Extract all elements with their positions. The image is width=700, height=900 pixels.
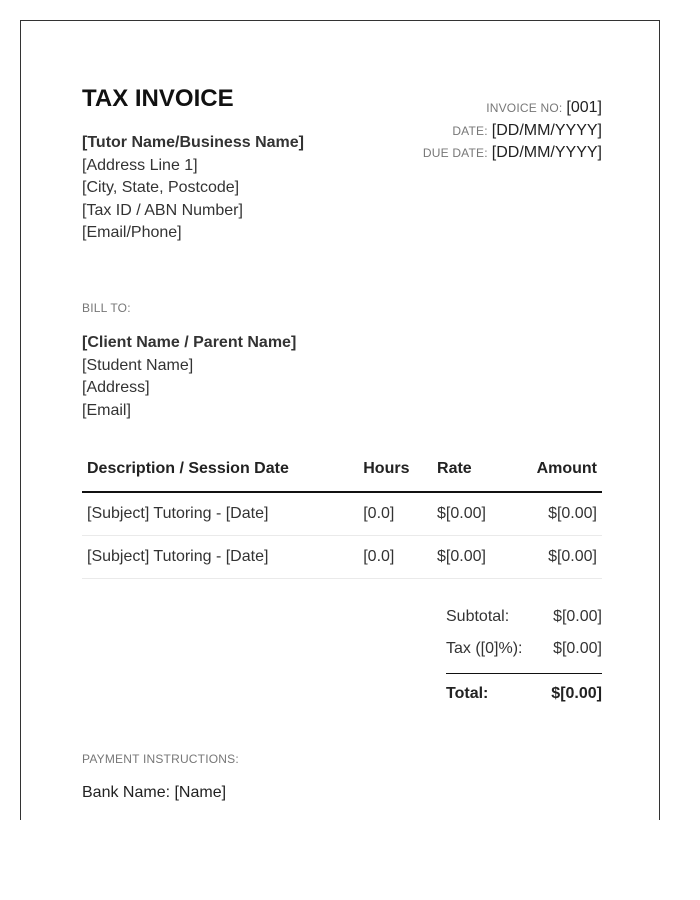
bill-to-details <box>82 332 296 422</box>
table-row <box>82 492 602 536</box>
line-items-table <box>82 447 602 579</box>
client-address: [Address] <box>82 379 150 396</box>
client-email: [Email] <box>82 401 131 419</box>
invoice-title: TAX INVOICE <box>82 85 234 112</box>
sender-details <box>82 132 304 245</box>
tax-label: Tax ([0]%): <box>446 640 523 657</box>
invoice-due-date-label: DUE DATE: <box>422 146 488 160</box>
total-label: Total: <box>446 685 489 702</box>
tax-value: $[0.00] <box>553 640 602 657</box>
row-description: [Subject] Tutoring - [Date] <box>82 492 358 536</box>
invoice-date-row <box>423 120 602 143</box>
invoice-number-label: INVOICE NO: <box>486 101 563 115</box>
totals-block <box>446 601 602 710</box>
invoice-meta <box>423 97 602 165</box>
table-header-row <box>82 447 602 492</box>
header-amount: Amount <box>532 447 602 492</box>
row-amount: $[0.00] <box>532 492 602 536</box>
total-value: $[0.00] <box>551 685 602 702</box>
row-rate: $[0.00] <box>432 536 532 579</box>
row-rate: $[0.00] <box>432 492 532 536</box>
invoice-page <box>20 20 660 820</box>
tax-row <box>446 633 602 665</box>
student-name: [Student Name] <box>82 356 194 374</box>
row-hours: [0.0] <box>358 536 432 579</box>
row-description: [Subject] Tutoring - [Date] <box>82 536 358 579</box>
subtotal-label: Subtotal: <box>446 608 510 625</box>
header-description: Description / Session Date <box>82 447 358 492</box>
row-hours: [0.0] <box>358 492 432 536</box>
total-row <box>446 678 602 710</box>
row-amount: $[0.00] <box>532 536 602 579</box>
table-row <box>82 536 602 579</box>
invoice-date-value: [DD/MM/YYYY] <box>491 121 602 139</box>
sender-city-state-postcode: [City, State, Postcode] <box>82 179 240 196</box>
bank-name: Bank Name: [Name] <box>82 784 227 801</box>
sender-address-line-1: [Address Line 1] <box>82 156 198 174</box>
invoice-due-date-value: [DD/MM/YYYY] <box>491 144 602 161</box>
client-name: [Client Name / Parent Name] <box>82 334 297 351</box>
invoice-date-label: DATE: <box>452 123 488 138</box>
header-hours: Hours <box>358 447 432 492</box>
header-rate: Rate <box>432 447 532 492</box>
subtotal-row <box>446 601 602 633</box>
invoice-due-date-row <box>423 142 602 165</box>
sender-tax-id: [Tax ID / ABN Number] <box>82 201 243 219</box>
subtotal-value: $[0.00] <box>553 608 602 625</box>
payment-instructions-label: PAYMENT INSTRUCTIONS: <box>82 752 239 766</box>
sender-contact: [Email/Phone] <box>82 224 182 241</box>
totals-divider <box>446 673 602 674</box>
sender-name: [Tutor Name/Business Name] <box>82 134 304 151</box>
invoice-number-row <box>423 97 602 120</box>
bill-to-label: BILL TO: <box>82 301 131 315</box>
invoice-number-value: [001] <box>566 99 602 116</box>
